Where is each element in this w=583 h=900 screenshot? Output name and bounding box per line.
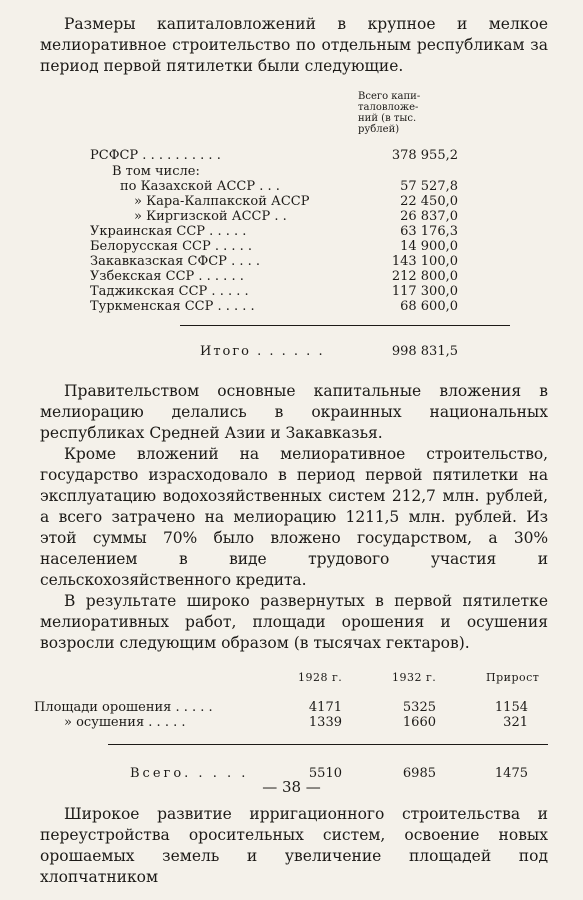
table-row: Туркменская ССР . . . . . 68 600,0 <box>90 299 458 314</box>
table-row: » Киргизской АССР . . 26 837,0 <box>134 209 458 224</box>
table-row: Белорусская ССР . . . . . 14 900,0 <box>90 239 458 254</box>
intro-paragraph: Размеры капиталовложений в крупное и мелкое мелиоративное строительство по отдельным республикам за период первой пятилетки были следующие. <box>40 15 548 75</box>
table-row: Украинская ССР . . . . . 63 176,3 <box>90 224 458 239</box>
book-page <box>34 14 548 888</box>
table-row: Узбекская ССР . . . . . . 212 800,0 <box>90 269 458 284</box>
paragraph-3: В результате широко развернутых в первой пятилетке мелиоративных работ, площади орошения и осушения возросли следующим образом (в тысячах гектаров). <box>40 592 548 652</box>
column-header: 1928 г. <box>298 671 343 684</box>
table-row: » Кара-Калпакской АССР 22 450,0 <box>134 194 458 209</box>
table-row: по Казахской АССР . . . 57 527,8 <box>120 179 458 194</box>
investment-table <box>40 81 548 381</box>
paragraph-4: Широкое развитие ирригационного строительства и переустройства оросительных систем, освоение новых орошаемых земель и увеличение площадей под хлопчатником <box>40 805 548 886</box>
column-header: Прирост <box>486 671 540 684</box>
table-row: Площади орошения . . . . . 4171 5325 1154 <box>34 700 528 715</box>
paragraph-2: Кроме вложений на мелиоративное строительство, государство израсходовало в период первой пятилетки на эксплуатацию водохозяйственных систем 212,7 млн. рублей, а всего затрачено на мелиорацию 1211,5 млн. рублей. Из этой суммы 70% было вложено государством, а 30% населением в виде трудового участия и сельскохозяйственного кредита. <box>40 445 548 589</box>
table-total-rule <box>108 744 548 745</box>
table-total-rule <box>180 325 510 326</box>
table-row: » осушения . . . . . 1339 1660 321 <box>64 715 528 730</box>
table-total-row: Всего. . . . . 5510 6985 1475 <box>130 766 528 781</box>
investment-table-header: Всего капи- таловложе- ний (в тыс. рублей) <box>358 91 421 135</box>
table-total-row: Итого . . . . . . 998 831,5 <box>200 344 458 359</box>
table-row: Закавказская СФСР . . . . 143 100,0 <box>90 254 458 269</box>
paragraph-1: Правительством основные капитальные вложения в мелиорацию делались в окраинных национальных республиках Средней Азии и Закавказья. <box>40 382 548 442</box>
column-header: 1932 г. <box>392 671 437 684</box>
table-row: Таджикская ССР . . . . . 117 300,0 <box>90 284 458 299</box>
table-row: В том числе: <box>112 164 200 179</box>
page-number: — 38 — <box>262 778 321 796</box>
table-row: РСФСР . . . . . . . . . . 378 955,2 <box>90 148 458 163</box>
